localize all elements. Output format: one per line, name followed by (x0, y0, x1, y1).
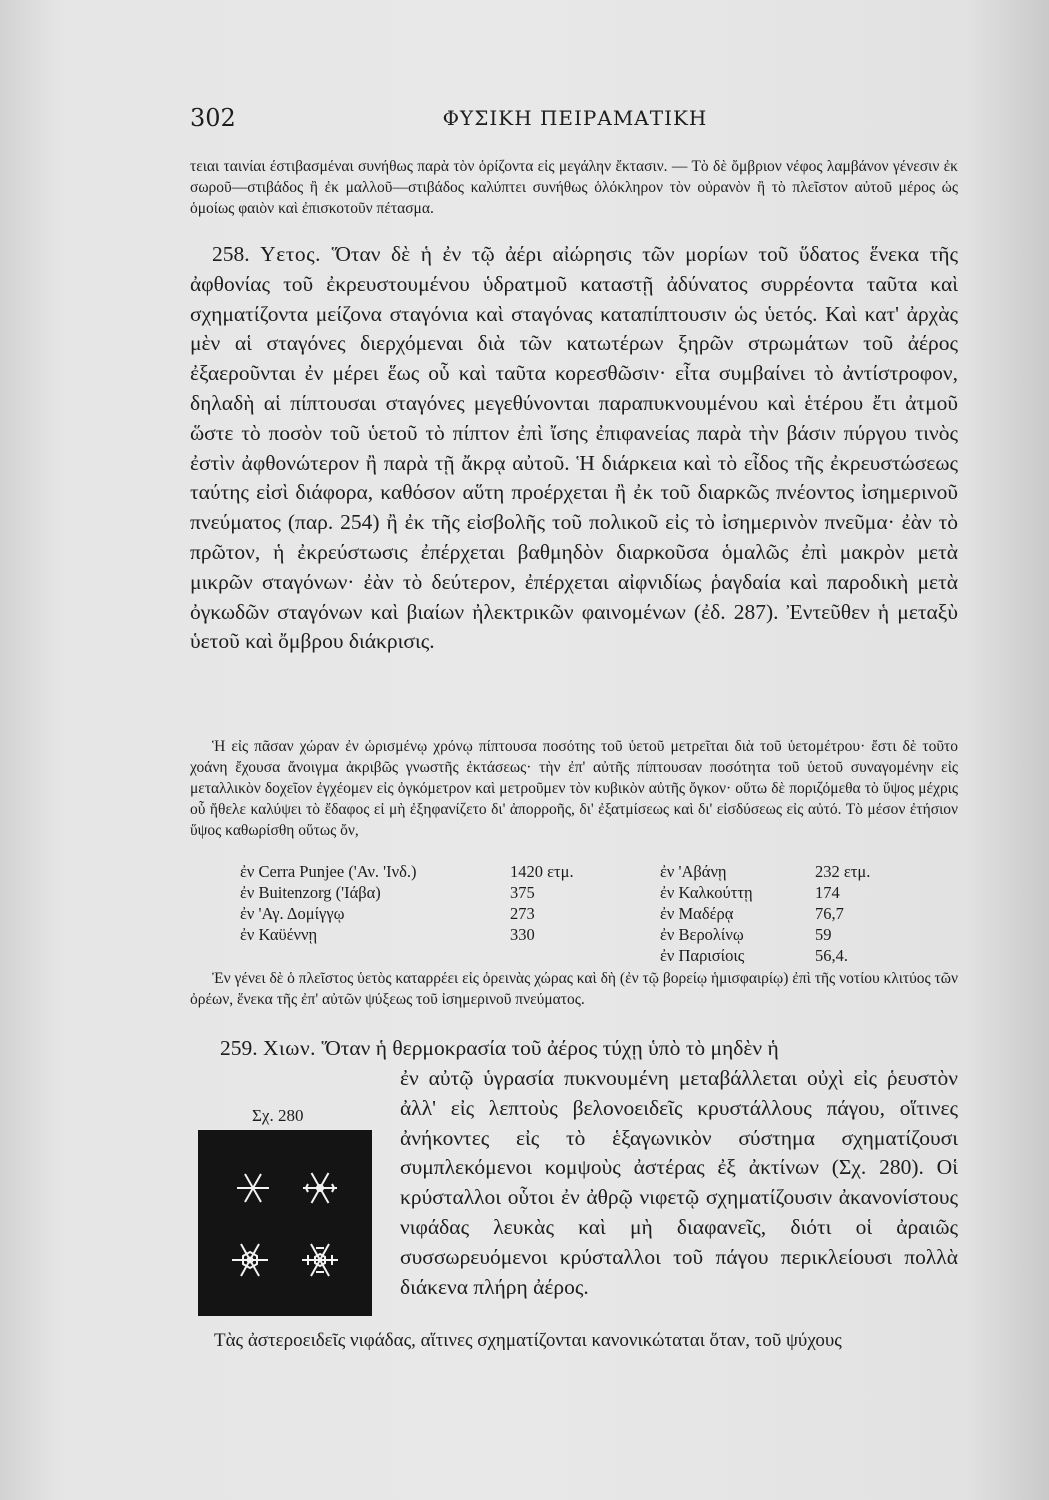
table-row (240, 946, 915, 967)
section-258-number: 258. (212, 242, 250, 266)
section-259-wrapped-text: ἐν αὐτῷ ὑγρασία πυκνουμένη μεταβάλλεται οὐχὶ εἰς ῥευστὸν ἀλλ' εἰς λεπτοὺς βελονοειδεῖς κρυστάλλους πάγου, οἵτινες ἀνήκοντες εἰς τὸ ἑξαγωνικὸν σύστημα σχηματίζουσι συμπλεκόμενοι κομψοὺς ἀστέρας ἐξ ἀκτίνων (Σχ. 280). Οἱ κρύσταλλοι οὗτοι ἐν ἀθρῷ νιφετῷ σχηματίζουσιν ἀκανονίστους νιφάδας λευκὰς καὶ μὴ διαφανεῖς, διότι οἱ ἀραιῶς συσσωρευόμενοι κρύσταλλοι τοῦ πάγου περικλείουσι πολλὰ διάκενα πλήρη ἀέρος. (400, 1066, 958, 1299)
table-cell-place: ἐν Βερολίνῳ (660, 925, 744, 944)
top-note: τειαι ταινίαι έστιβασμέναι συνήθως παρὰ τὸν ὁρίζοντα εἰς μεγάλην ἔκτασιν. — Τὸ δὲ ὄμβριον νέφος λαμβάνον γένεσιν ἐκ σωροῦ—στιβάδος ἢ ἐκ μαλλοῦ—στιβάδος καλύπτει συνήθως ὁλόκληρον τὸν οὐρανὸν ἢ τὸ πλεῖστον αὐτοῦ μέρος ὡς ὁμοίως φαιὸν καὶ ἐπισκοτοῦν πέτασμα. (190, 158, 958, 217)
table-row (240, 883, 915, 904)
running-title: ΦΥΣΙΚΗ ΠΕΙΡΑΜΑΤΙΚΗ (442, 106, 708, 130)
rainfall-table (240, 862, 915, 967)
section-259-title: Χιων. (263, 1036, 317, 1060)
section-259-number: 259. (220, 1036, 258, 1060)
figure-caption: Σχ. 280 (252, 1106, 304, 1125)
note-after-table: Ἐν γένει δὲ ὁ πλεῖστος ὑετὸς καταρρέει εἰς ὀρεινὰς χώρας καὶ δὴ (ἐν τῷ βορείῳ ἡμισφαιρίῳ) ἐπὶ τῆς νοτίου κλιτύος τῶν ὀρέων, ἕνεκα τῆς ἐπ' αὐτῶν ψύξεως τοῦ ἰσημερινοῦ πνεύματος. (190, 970, 958, 1008)
table-cell-place (240, 946, 510, 967)
table-cell-place: ἐν 'Αβάνῃ (660, 862, 727, 881)
note-258: Ἡ εἰς πᾶσαν χώραν ἐν ὡρισμένῳ χρόνῳ πίπτουσα ποσότης τοῦ ὑετοῦ μετρεῖται διὰ τοῦ ὑετομέτρου· ἔστι δὲ τοῦτο χοάνη ἔχουσα ἄνοιγμα ἀκριβῶς γνωστῆς ἐκτάσεως· τὴν ἐπ' αὐτῆς πίπτουσαν ποσότητα τοῦ ὑετοῦ συναγομένην εἰς μεταλλικὸν δοχεῖον ἐγχέομεν εἰς ὀγκόμετρον καὶ μετροῦμεν τὸν κυβικὸν αὐτῆς ὄγκον· οὕτω δὲ πoριζόμεθα τὸ ὕψος μέχρις οὗ ἤθελε καλύψει τὸ ἔδαφος εἰ μὴ ἐξηφανίζετο δι' ἀπορροῆς, δι' ἐξατμίσεως καὶ δι' εἰσδύσεως εἰς αὐτό. Τὸ μέσον ἐτήσιον ὕψος καθωρίσθη οὕτως ὄν, (190, 738, 958, 839)
table-cell-value: 273 (510, 904, 535, 923)
section-259-heading-line (190, 1034, 958, 1064)
snowflake-illustration (198, 1130, 372, 1316)
snowflake-icon (232, 1173, 338, 1276)
table-cell-value: 56,4. (815, 946, 848, 965)
table-cell-value: 1420 ετμ. (510, 862, 574, 881)
bottom-line: Τὰς ἀστεροειδεῖς νιφάδας, αἵτινες σχηματίζονται κανονικώταται ὅταν, τοῦ ψύχους (214, 1330, 842, 1351)
table-cell-value: 232 ετμ. (815, 862, 871, 881)
table-row (240, 904, 915, 925)
table-cell-value: 375 (510, 883, 535, 902)
section-258-paragraph (190, 240, 958, 657)
table-row (240, 862, 915, 883)
table-cell-place: ἐν Παρισίοις (660, 946, 745, 965)
section-258-text: Ὅταν δὲ ἡ ἐν τῷ ἀέρι αἰώρησις τῶν μορίων τοῦ ὕδατος ἕνεκα τῆς ἀφθονίας τοῦ ἐκρευστουμένου ὑδρατμοῦ καταστῇ ἀδύνατος συρρέοντα ταῦτα καὶ σχηματίζοντα μείζονα σταγόνια καὶ σταγόνας καταπίπτουσιν ὡς ὑετός. Καὶ κατ' ἀρχὰς μὲν αἱ σταγόνες διερχόμεναι διὰ τῶν κατωτέρων ξηρῶν στρωμάτων τοῦ ἀέρος ἐξαεροῦνται ἐν μέρει ἕως οὗ καὶ ταῦτα κορεσθῶσιν· εἶτα συμβαίνει τὸ ἀντίστροφον, δηλαδὴ αἱ πίπτουσαι σταγόνες μεγεθύνονται παραπυκνουμένου καὶ ἑτέρου ἔτι ἀτμοῦ ὥστε τὸ ποσὸν τοῦ ὑετοῦ τὸ πίπτον ἐπὶ ἴσης ἐπιφανείας παρὰ τὴν βάσιν πύργου τινὸς ἐστὶν ἀφθονώτερον ἢ παρὰ τῇ ἄκρᾳ αὐτοῦ. Ἡ διάρκεια καὶ τὸ εἶδος τῆς ἐκρευστώσεως ταύτης εἰσὶ διάφορα, καθόσον αὕτη προέρχεται ἢ ἐκ τοῦ διαρκῶς πνέοντος ἰσημερινοῦ πνεύματος (παρ. 254) ἢ ἐκ τῆς εἰσβολῆς τοῦ πολικοῦ εἰς τὸ ἰσημερινὸν πνεῦμα· ἐὰν τὸ πρῶτον, ἡ ἐκρεύστωσις ἐπέρχεται βαθμηδὸν διαρκοῦσα ὁμαλῶς ἐπὶ μακρὸν μετὰ μικρῶν σταγόνων· ἐὰν τὸ δεύτερον, ἐπέρχεται αἰφνιδίως ῥαγδαία καὶ παροδικὴ μετὰ ὀγκωδῶν σταγόνων καὶ βιαίων ἠλεκτρικῶν φαινομένων (ἐδ. 287). Ἐντεῦθεν ἡ μεταξὺ ὑετοῦ καὶ ὄμβρου διάκρισις. (190, 242, 959, 654)
table-cell-place: ἐν 'Αγ. Δομίγγῳ (240, 904, 345, 923)
table-cell-value: 174 (815, 883, 840, 902)
section-258-title: Υετος. (260, 242, 322, 266)
section-259-first-line: Ὅταν ἡ θερμοκρασία τοῦ ἀέρος τύχῃ ὑπὸ τὸ μηδὲν ἡ (321, 1036, 779, 1060)
table-row (240, 925, 915, 946)
table-cell-value: 330 (510, 925, 535, 944)
table-cell-value: 76,7 (815, 904, 844, 923)
table-cell-value: 59 (815, 925, 832, 944)
snowflake-figure (198, 1130, 372, 1316)
table-cell-place: ἐν Καϋέννῃ (240, 925, 318, 944)
page-header (190, 104, 960, 140)
table-cell-value (510, 946, 660, 967)
page-number: 302 (190, 104, 236, 132)
table-cell-place: ἐν Buitenzorg ('Ιάβα) (240, 883, 381, 902)
table-cell-place: ἐν Cerra Punjee ('Αν. 'Ινδ.) (240, 862, 417, 881)
table-cell-place: ἐν Μαδέρᾳ (660, 904, 734, 923)
table-cell-place: ἐν Καλκούττῃ (660, 883, 753, 902)
